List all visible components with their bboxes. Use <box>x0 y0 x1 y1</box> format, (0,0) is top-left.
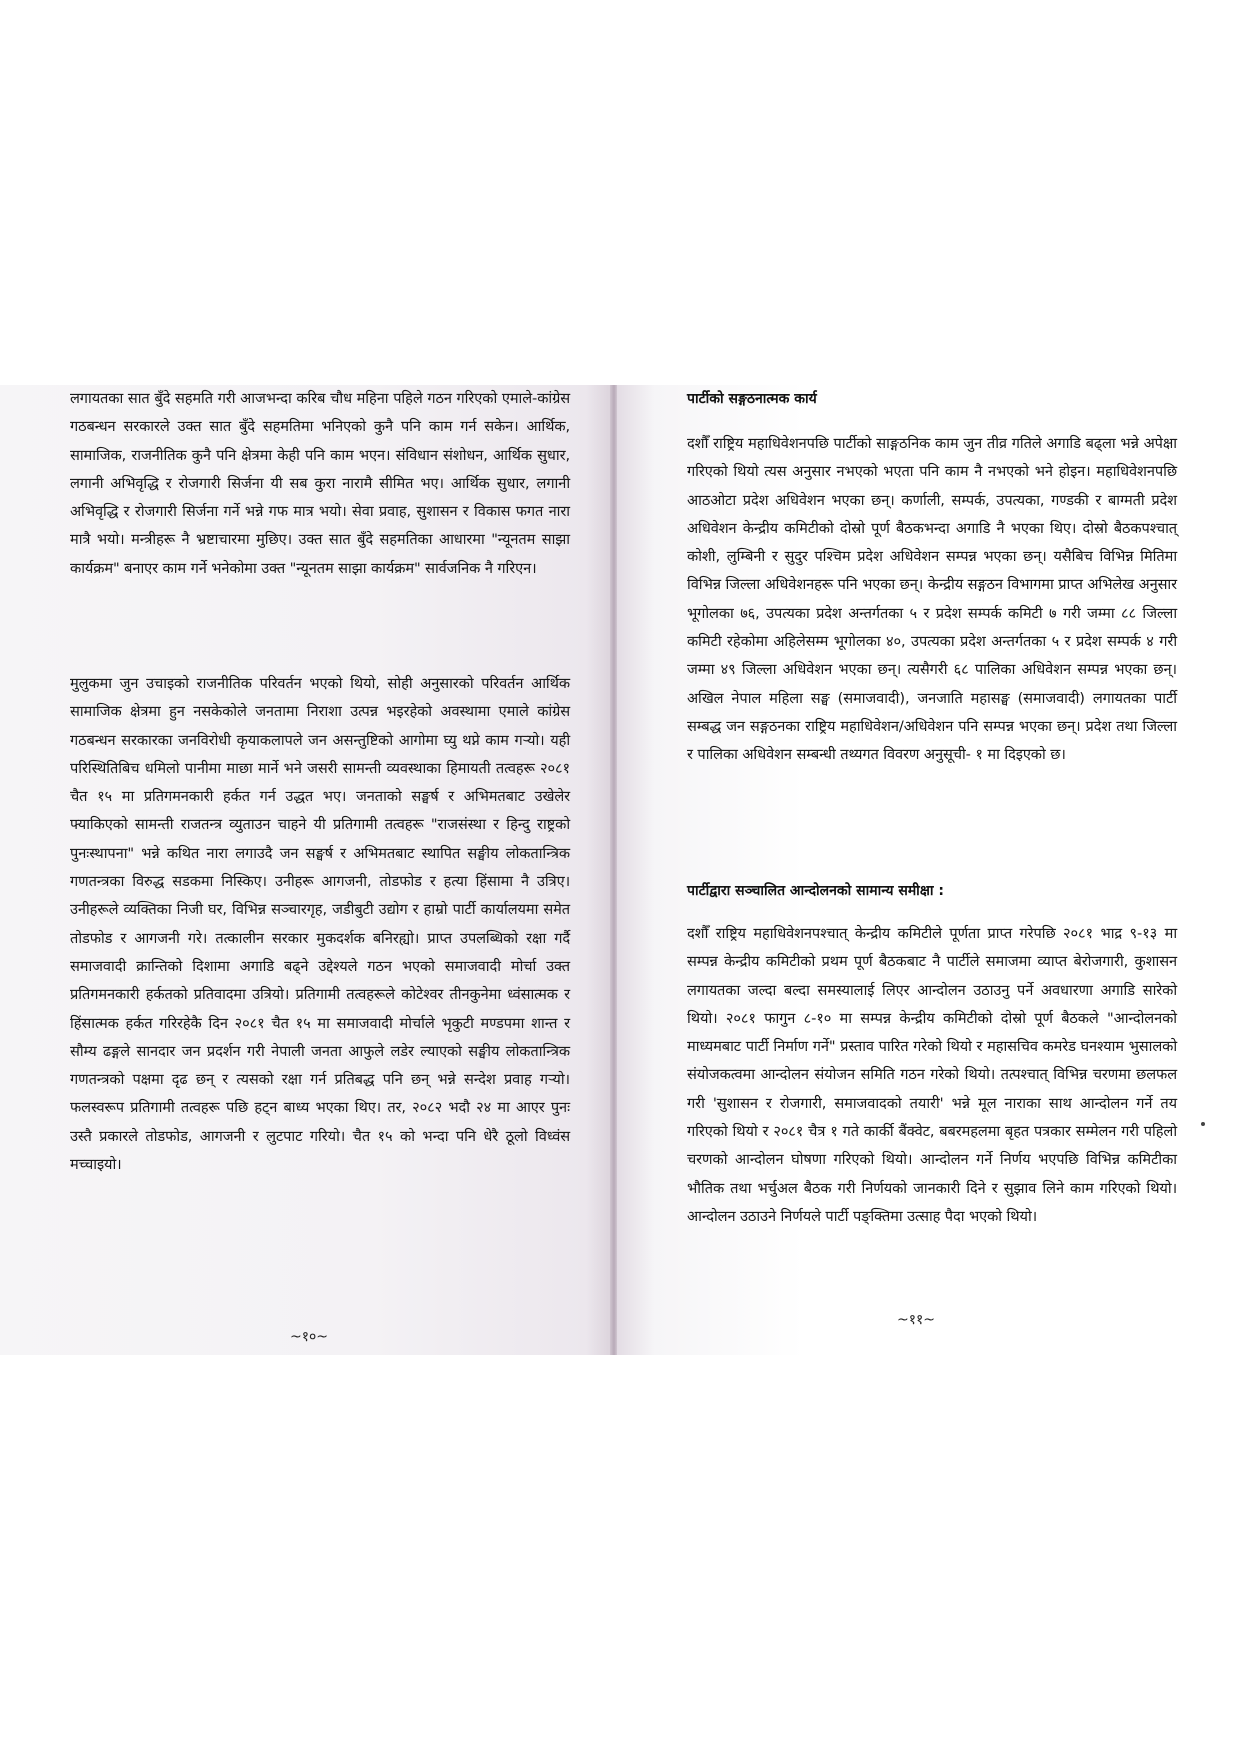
left-paragraph-1: लगायतका सात बुँदे सहमति गरी आजभन्दा करिब चौध महिना पहिले गठन गरिएको एमाले-कांग्रेस गठबन्धन सरकारले उक्त सात बुँदे सहमतिमा भनिएको कुनै पनि काम गर्न सकेन। आर्थिक, सामाजिक, राजनीतिक कुनै पनि क्षेत्रमा केही पनि काम भएन। संविधान संशोधन, आर्थिक सुधार, लगानी अभिवृद्धि र रोजगारी सिर्जना यी सब कुरा नारामै सीमित भए। आर्थिक सुधार, लगानी अभिवृद्धि र रोजगारी सिर्जना गर्ने भन्ने गफ मात्र भयो। सेवा प्रवाह, सुशासन र विकास फगत नारा मात्रै भयो। मन्त्रीहरू नै भ्रष्टाचारमा मुछिए। उक्त सात बुँदे सहमतिका आधारमा "न्यूनतम साझा कार्यक्रम" बनाएर काम गर्ने भनेकोमा उक्त "न्यूनतम साझा कार्यक्रम" सार्वजनिक नै गरिएन। <box>70 390 570 577</box>
left-page-number: ~१०~ <box>290 1329 329 1345</box>
section-heading-organisation: पार्टीको सङ्गठनात्मक कार्य <box>687 391 817 407</box>
scan-speck <box>1201 1122 1205 1126</box>
left-paragraph-2: मुलुकमा जुन उचाइको राजनीतिक परिवर्तन भएको थियो, सोही अनुसारको परिवर्तन आर्थिक सामाजिक क्षेत्रमा हुन नसकेकोले जनतामा निराशा उत्पन्न भइरहेको अवस्थामा एमाले कांग्रेस गठबन्धन सरकारका जनविरोधी कृयाकलापले जन असन्तुष्टिको आगोमा घ्यु थप्ने काम गऱ्यो। यही परिस्थितिबिच धमिलो पानीमा माछा मार्ने भने जसरी सामन्ती व्यवस्थाका हिमायती तत्वहरू २०८१ चैत १५ मा प्रतिगमनकारी हर्कत गर्न उद्धत भए। जनताको सङ्घर्ष र अभिमतबाट उखेलेर फ्याकिएको सामन्ती राजतन्त्र व्युताउन चाहने यी प्रतिगामी तत्वहरू "राजसंस्था र हिन्दु राष्ट्रको पुनःस्थापना" भन्ने कथित नारा लगाउदै जन सङ्घर्ष र अभिमतबाट स्थापित सङ्घीय लोकतान्त्रिक गणतन्त्रका विरुद्ध सडकमा निस्किए। उनीहरू आगजनी, तोडफोड र हत्या हिंसामा नै उत्रिए। उनीहरूले व्यक्तिका निजी घर, विभिन्न सञ्चारगृह, जडीबुटी उद्योग र हाम्रो पार्टी कार्यालयमा समेत तोडफोड र आगजनी गरे। तत्कालीन सरकार मुकदर्शक बनिरह्यो। प्राप्त उपलब्धिको रक्षा गर्दै समाजवादी क्रान्तिको दिशामा अगाडि बढ्ने उद्देश्यले गठन भएको समाजवादी मोर्चा उक्त प्रतिगमनकारी हर्कतको प्रतिवादमा उत्रियो। प्रतिगामी तत्वहरूले कोटेश्वर तीनकुनेमा ध्वंसात्मक र हिंसात्मक हर्कत गरिरहेकै दिन २०८१ चैत १५ मा समाजवादी मोर्चाले भृकुटी मण्डपमा शान्त र सौम्य ढङ्गले सानदार जन प्रदर्शन गरी नेपाली जनता आफुले लडेर ल्याएको सङ्घीय लोकतान्त्रिक गणतन्त्रको पक्षमा दृढ छन् र त्यसको रक्षा गर्न प्रतिबद्ध पनि छन् भन्ने सन्देश प्रवाह गऱ्यो। फलस्वरूप प्रतिगामी तत्वहरू पछि हट्न बाध्य भएका थिए। तर, २०८२ भदौ २४ मा आएर पुनः उस्तै प्रकारले तोडफोड, आगजनी र लुटपाट गरियो। चैत १५ को भन्दा पनि धेरै ठूलो विध्वंस मच्चाइयो। <box>70 675 570 1174</box>
right-page <box>617 385 1240 1355</box>
movement-review-paragraph: दशौँ राष्ट्रिय महाधिवेशनपश्चात् केन्द्रीय कमिटीले पूर्णता प्राप्त गरेपछि २०८१ भाद्र ९-१३ मा सम्पन्न केन्द्रीय कमिटीको प्रथम पूर्ण बैठकबाट नै पार्टीले समाजमा व्याप्त बेरोजगारी, कुशासन लगायतका जल्दा बल्दा समस्यालाई लिएर आन्दोलन उठाउनु पर्ने अवधारणा अगाडि सारेको थियो। २०८१ फागुन ८-१० मा सम्पन्न केन्द्रीय कमिटीको दोस्रो पूर्ण बैठकले "आन्दोलनको माध्यमबाट पार्टी निर्माण गर्ने" प्रस्ताव पारित गरेको थियो र महासचिव कमरेड घनश्याम भुसालको संयोजकत्वमा आन्दोलन संयोजन समिति गठन गरेको थियो। तत्पश्चात् विभिन्न चरणमा छलफल गरी 'सुशासन र रोजगारी, समाजवादको तयारी' भन्ने मूल नाराका साथ आन्दोलन गर्ने तय गरिएको थियो र २०८१ चैत्र १ गते कार्की बैंक्वेट, बबरमहलमा बृहत पत्रकार सम्मेलन गरी पहिलो चरणको आन्दोलन घोषणा गरिएको थियो। आन्दोलन गर्ने निर्णय भएपछि विभिन्न कमिटीका भौतिक तथा भर्चुअल बैठक गरी निर्णयको जानकारी दिने र सुझाव लिने काम गरिएको थियो। आन्दोलन उठाउने निर्णयले पार्टी पङ्क्तिमा उत्साह पैदा भएको थियो। <box>687 925 1177 1225</box>
left-page <box>0 385 617 1355</box>
organisation-paragraph: दशौँ राष्ट्रिय महाधिवेशनपछि पार्टीको साङ्गठनिक काम जुन तीव्र गतिले अगाडि बढ्ला भन्ने अपेक्षा गरिएको थियो त्यस अनुसार नभएको भएता पनि काम नै नभएको भने होइन। महाधिवेशनपछि आठओटा प्रदेश अधिवेशन भएका छन्। कर्णाली, सम्पर्क, उपत्यका, गण्डकी र बाग्मती प्रदेश अधिवेशन केन्द्रीय कमिटीको दोस्रो पूर्ण बैठकभन्दा अगाडि नै भएका थिए। दोस्रो बैठकपश्चात् कोशी, लुम्बिनी र सुदुर पश्चिम प्रदेश अधिवेशन सम्पन्न भएका छन्। यसैबिच विभिन्न मितिमा विभिन्न जिल्ला अधिवेशनहरू पनि भएका छन्। केन्द्रीय सङ्गठन विभागमा प्राप्त अभिलेख अनुसार भूगोलका ७६, उपत्यका प्रदेश अन्तर्गतका ५ र प्रदेश सम्पर्क कमिटी ७ गरी जम्मा ८८ जिल्ला कमिटी रहेकोमा अहिलेसम्म भूगोलका ४०, उपत्यका प्रदेश अन्तर्गतका ५ र प्रदेश सम्पर्क ४ गरी जम्मा ४९ जिल्ला अधिवेशन भएका छन्। त्यसैगरी ६८ पालिका अधिवेशन सम्पन्न भएका छन्। अखिल नेपाल महिला सङ्घ (समाजवादी), जनजाति महासङ्घ (समाजवादी) लगायतका पार्टी सम्बद्ध जन सङ्गठनका राष्ट्रिय महाधिवेशन/अधिवेशन पनि सम्पन्न भएका छन्। प्रदेश तथा जिल्ला र पालिका अधिवेशन सम्बन्धी तथ्यगत विवरण अनुसूची- १ मा दिइएको छ। <box>687 435 1177 764</box>
right-page-number: ~११~ <box>897 1312 936 1328</box>
section-heading-movement-review: पार्टीद्वारा सञ्चालित आन्दोलनको सामान्य समीक्षा : <box>687 883 944 899</box>
